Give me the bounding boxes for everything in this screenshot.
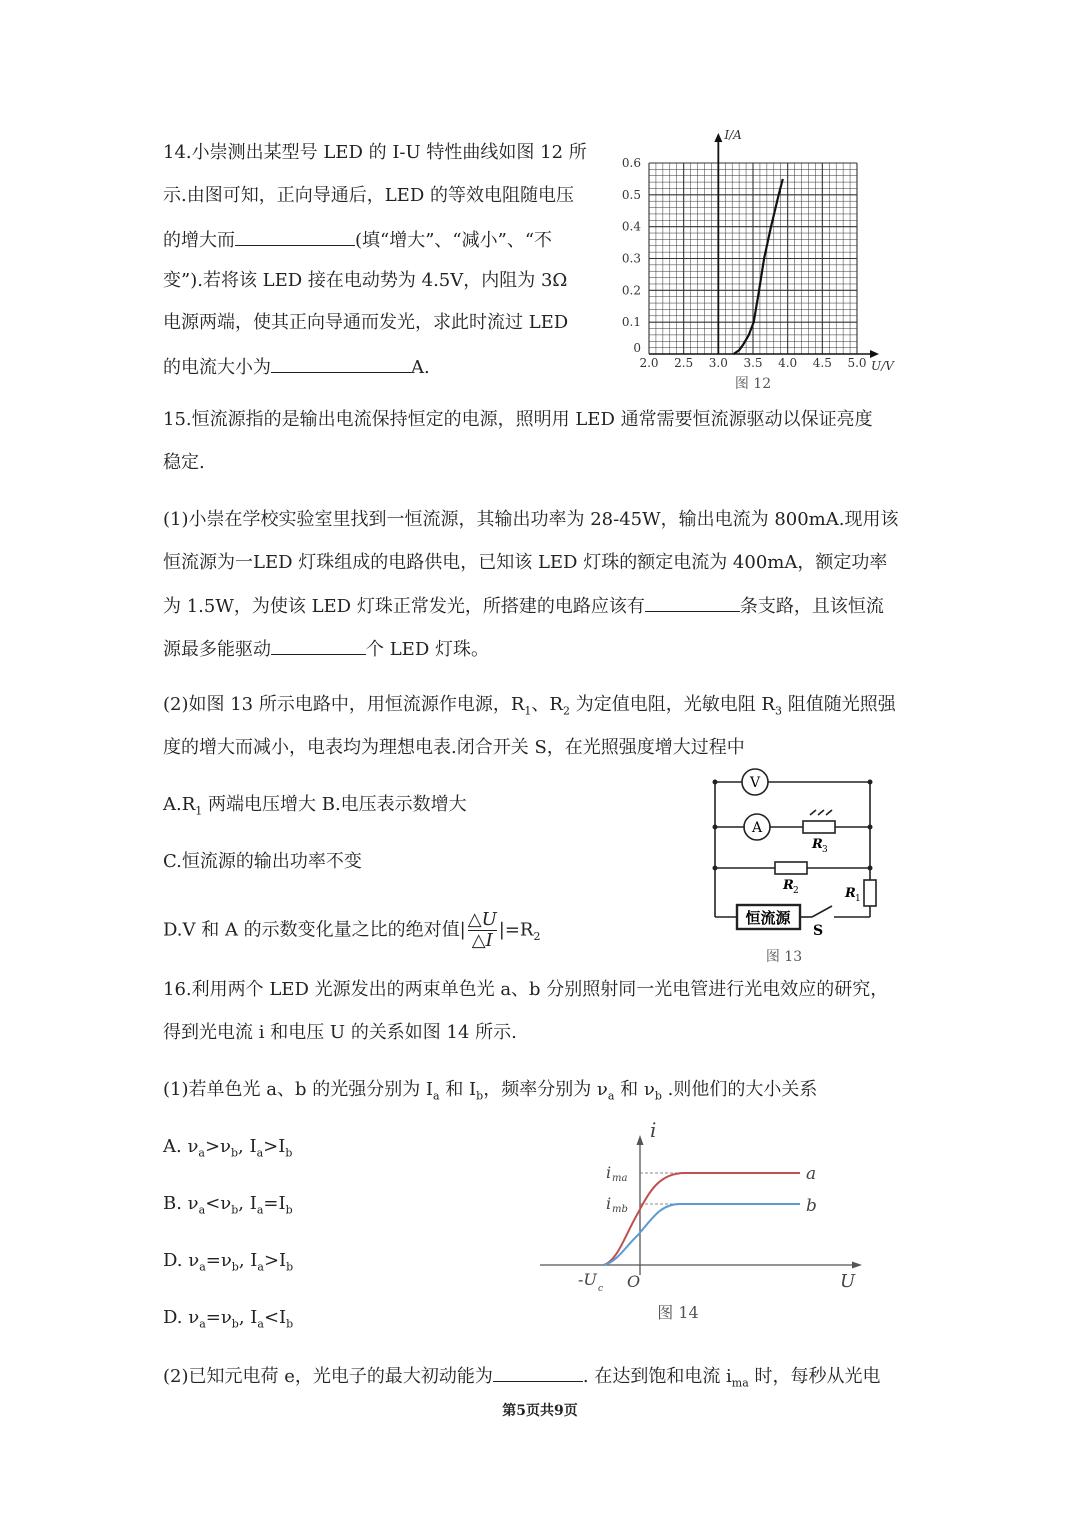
x-tick-label: 5.0 (847, 356, 867, 370)
subscript: a (607, 1089, 615, 1103)
y-tick-label: 0.3 (621, 251, 641, 266)
subscript: b (476, 1089, 484, 1103)
text-segment: =I (263, 1193, 286, 1214)
voltmeter-label: V (749, 775, 761, 791)
imb-label: i (606, 1194, 612, 1213)
figure-14-photocurrent-chart (530, 1115, 870, 1330)
ima-label: i (606, 1163, 612, 1182)
text-line (163, 593, 884, 619)
text-line (163, 793, 467, 824)
text-line (163, 1135, 292, 1166)
y-tick-label: 0.2 (621, 283, 641, 298)
subscript: b (231, 1317, 239, 1331)
y-tick-label: 0.4 (621, 219, 641, 234)
uc-sub: c (598, 1284, 604, 1294)
figure-14-caption: 图 14 (657, 1303, 699, 1322)
switch-label: S (813, 923, 824, 939)
subscript: 2 (562, 704, 570, 718)
answer-blank (235, 227, 355, 246)
text-segment: (填“增大”、“减小”、“不 (355, 230, 553, 251)
curve-b-label: b (806, 1196, 817, 1216)
text-segment: 个 LED 灯珠。 (366, 639, 489, 660)
r3-sub: 3 (822, 845, 828, 855)
subscript: a (433, 1089, 440, 1103)
x-tick-label: 4.5 (812, 356, 832, 370)
subscript: b (231, 1260, 239, 1274)
subscript: a (198, 1203, 206, 1217)
text-line (163, 269, 567, 293)
subscript: 3 (774, 704, 782, 718)
text-segment: , I (238, 1307, 258, 1328)
text-segment: . 在达到饱和电流 i (582, 1366, 732, 1387)
text-segment: (2)已知元电荷 e，光电子的最大初动能为 (163, 1366, 493, 1387)
ammeter-label: A (751, 820, 763, 836)
text-segment: =ν (205, 1250, 232, 1271)
text-segment: D. ν (163, 1250, 200, 1271)
text-segment: <I (263, 1307, 287, 1328)
text-segment: 为定值电阻，光敏电阻 R (569, 694, 775, 715)
subscript: 2 (533, 930, 541, 944)
text-segment: 和 I (439, 1079, 477, 1100)
text-segment: >I (263, 1136, 286, 1157)
x-tick-label: 2.5 (674, 356, 694, 370)
text-line (163, 1021, 517, 1045)
text-segment: (1)小崇在学校实验室里找到一恒流源，其输出功率为 28-45W，输出电流为 800mA.现用该 (163, 509, 899, 530)
subscript: a (256, 1203, 264, 1217)
text-line (163, 227, 552, 253)
answer-blank (271, 354, 411, 373)
x-tick-label: 3.5 (743, 356, 763, 370)
text-segment: (2)如图 13 所示电路中，用恒流源作电源，R (163, 694, 525, 715)
figure-13-circuit (700, 765, 900, 970)
y-tick-label: 0 (633, 341, 641, 355)
text-line (163, 1363, 881, 1396)
curve-a-label: a (806, 1164, 817, 1184)
text-segment: 16.利用两个 LED 光源发出的两束单色光 a、b 分别照射同一光电管进行光电效应的研究， (163, 979, 889, 1000)
text-segment: =ν (205, 1307, 232, 1328)
text-line (163, 1192, 293, 1223)
text-line (163, 508, 898, 532)
page-footer: 第5页共9页 (502, 1403, 578, 1419)
i-axis-arrow-icon (637, 1135, 644, 1145)
text-line (163, 184, 574, 208)
r3-label: R (812, 837, 823, 852)
text-segment: , I (238, 1193, 257, 1214)
text-segment: 为 1.5W，为使该 LED 灯珠正常发光，所搭建的电路应该有 (163, 596, 645, 617)
text-segment: 变”).若将该 LED 接在电动势为 4.5V，内阻为 3Ω (163, 270, 568, 291)
text-line (163, 451, 205, 475)
x-tick-label: 3.0 (708, 356, 728, 370)
text-line (163, 354, 430, 380)
text-segment: |=R (498, 919, 534, 941)
curve-b (604, 1204, 800, 1265)
text-line (163, 1078, 817, 1109)
text-segment: 15.恒流源指的是输出电流保持恒定的电源，照明用 LED 通常需要恒流源驱动以保证亮度 (163, 409, 873, 430)
text-line (163, 141, 587, 165)
text-line (163, 636, 489, 662)
text-segment: >ν (204, 1136, 231, 1157)
subscript: a (198, 1146, 205, 1160)
text-segment: 恒流源为一LED 灯珠组成的电路供电，已知该 LED 灯珠的额定电流为 400mA，额定功率 (163, 552, 888, 573)
uc-label: -U (578, 1270, 597, 1289)
text-line (163, 551, 887, 575)
y-tick-label: 0.5 (621, 187, 641, 202)
subscript: b (230, 1146, 239, 1160)
subscript: b (654, 1089, 662, 1103)
subscript: 1 (195, 804, 203, 818)
y-axis-label: I/A (724, 128, 742, 142)
text-segment: 源最多能驱动 (163, 639, 271, 660)
text-segment: ，频率分别为 ν (483, 1079, 608, 1100)
text-line (163, 978, 888, 1002)
text-line (163, 693, 896, 724)
text-line (163, 910, 540, 951)
text-segment: A. ν (163, 1136, 199, 1157)
text-line (163, 311, 568, 335)
text-line (163, 850, 362, 874)
text-segment: 两端电压增大 B.电压表示数增大 (202, 794, 467, 815)
r1-sub: 1 (855, 894, 861, 904)
x-axis-label: U/V (871, 359, 894, 373)
text-segment: 、R (531, 694, 563, 715)
r2-label: R (783, 878, 794, 893)
subscript: ma (731, 1376, 749, 1390)
subscript: b (286, 1260, 294, 1274)
text-segment: 电源两端，使其正向导通而发光，求此时流过 LED (163, 312, 569, 333)
answer-blank (645, 593, 740, 612)
subscript: a (256, 1146, 264, 1160)
subscript: b (231, 1203, 239, 1217)
text-segment: 和 ν (614, 1079, 655, 1100)
text-line (163, 408, 873, 432)
subscript: b (285, 1146, 293, 1160)
answer-blank (271, 636, 366, 655)
x-tick-label: 4.0 (778, 356, 798, 370)
ima-sub: ma (612, 1173, 628, 1184)
subscript: b (285, 1203, 293, 1217)
text-segment: A. (411, 357, 430, 378)
u-axis-arrow-icon (852, 1262, 862, 1269)
curve-a (604, 1173, 800, 1265)
text-segment: C.恒流源的输出功率不变 (163, 851, 362, 872)
text-segment: 14.小崇测出某型号 LED 的 I-U 特性曲线如图 12 所 (163, 142, 587, 163)
text-segment: 的增大而 (163, 230, 235, 251)
text-segment: 阻值随光照强 (781, 694, 896, 715)
text-segment: D.V 和 A 的示数变化量之比的绝对值| (163, 919, 466, 941)
subscript: 1 (524, 704, 532, 718)
answer-blank (493, 1363, 583, 1382)
x-axis-arrow-icon (870, 350, 879, 358)
r2-sub: 2 (793, 886, 799, 896)
text-line (163, 1249, 293, 1280)
text-line (163, 1306, 293, 1337)
x-tick-label: 2.0 (639, 356, 659, 370)
text-segment: .则他们的大小关系 (661, 1079, 818, 1100)
imb-sub: mb (612, 1204, 628, 1215)
text-line (163, 736, 745, 760)
subscript: a (257, 1317, 264, 1331)
figure-13-caption: 图 13 (765, 949, 803, 965)
u-axis-label: U (840, 1271, 856, 1292)
text-segment: , I (238, 1250, 258, 1271)
fraction: $\frac{\triangle U}{\triangle I}$ (467, 909, 497, 951)
subscript: a (257, 1260, 264, 1274)
constant-current-source-label: 恒流源 (745, 909, 791, 927)
subscript: b (286, 1317, 294, 1331)
text-segment: >I (263, 1250, 287, 1271)
text-segment: B. ν (163, 1193, 199, 1214)
r1-label: R (845, 886, 856, 901)
figure-12-iu-chart (605, 125, 915, 400)
text-segment: 稳定. (163, 452, 205, 473)
text-segment: 的电流大小为 (163, 357, 271, 378)
y-tick-label: 0.6 (621, 156, 641, 170)
subscript: a (199, 1260, 206, 1274)
y-axis-arrow-icon (714, 133, 722, 142)
text-segment: 条支路，且该恒流 (739, 596, 884, 617)
figure-12-caption: 图 12 (734, 376, 772, 392)
text-segment: D. ν (163, 1307, 200, 1328)
y-tick-label: 0.1 (621, 315, 641, 330)
text-segment: 时，每秒从光电 (748, 1366, 881, 1387)
text-segment: A.R (163, 794, 196, 815)
text-segment: 得到光电流 i 和电压 U 的关系如图 14 所示. (163, 1022, 517, 1043)
origin-label: O (627, 1272, 641, 1291)
text-segment: <ν (205, 1193, 232, 1214)
text-segment: 度的增大而减小，电表均为理想电表.闭合开关 S，在光照强度增大过程中 (163, 737, 745, 758)
i-axis-label: i (650, 1118, 657, 1142)
text-segment: 示.由图可知，正向导通后，LED 的等效电阻随电压 (163, 185, 574, 206)
text-segment: , I (238, 1136, 257, 1157)
subscript: a (199, 1317, 206, 1331)
text-segment: (1)若单色光 a、b 的光强分别为 I (163, 1079, 434, 1100)
iu-curve (734, 179, 783, 354)
